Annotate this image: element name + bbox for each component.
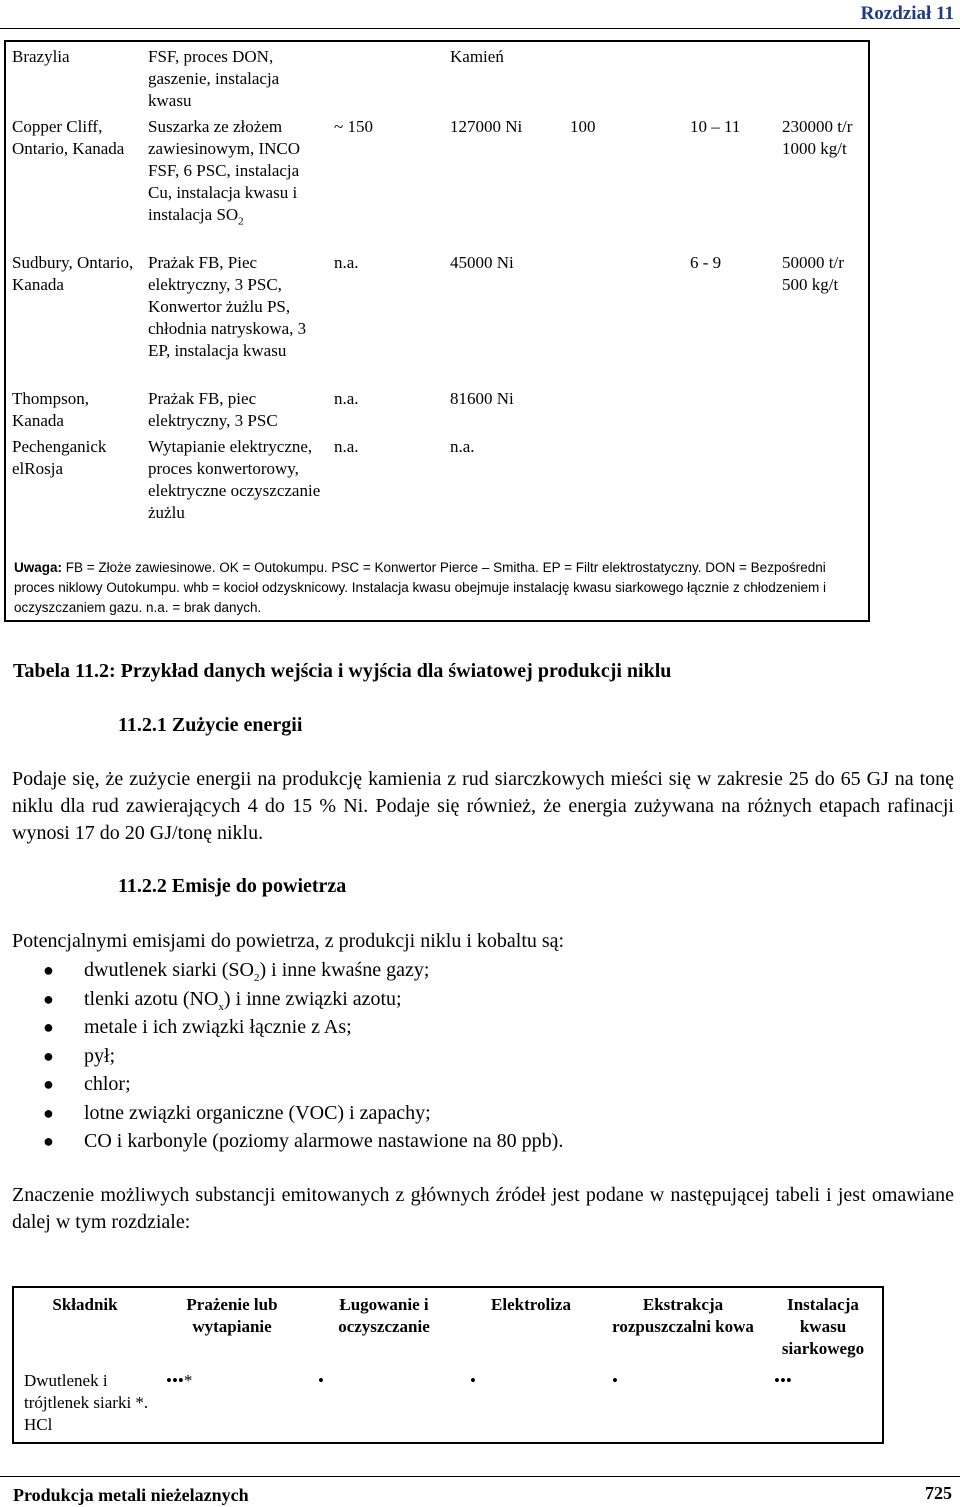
process-cell: Prażak FB, piec elektryczny, 3 PSC xyxy=(148,389,278,430)
table-row xyxy=(5,432,869,544)
mark-cell: ••• xyxy=(774,1371,792,1390)
process-cell: Prażak FB, Piec elektryczny, 3 PSC, Konwertor żużlu PS, chłodnia natryskowa, 3 EP, instalacja kwasu xyxy=(148,253,307,360)
product-cell: Kamień xyxy=(450,47,504,66)
list-item: ● CO i karbonyle (poziomy alarmowe nastawione na 80 ppb). xyxy=(0,1127,563,1156)
footer-title: Produkcja metali nieżelaznych xyxy=(13,1485,249,1505)
mark-cell: • xyxy=(612,1371,618,1390)
table-header-row xyxy=(13,1287,883,1366)
emission-sources-table xyxy=(12,1286,884,1444)
page-number: 725 xyxy=(925,1483,952,1503)
place-cell: Sudbury, Ontario, Kanada xyxy=(12,253,134,294)
process-cell: FSF, proces DON, gaszenie, instalacja kwasu xyxy=(148,47,280,110)
table-row xyxy=(5,384,869,432)
list-item: ● chlor; xyxy=(0,1070,563,1099)
list-item: ● metale i ich związki łącznie z As; xyxy=(0,1013,563,1042)
value-cell: 10 – 11 xyxy=(690,117,741,136)
bullet-icon: ● xyxy=(43,1045,54,1066)
bullet-icon: ● xyxy=(43,960,54,980)
process-cell xyxy=(142,112,328,248)
note-label: Uwaga: xyxy=(14,560,63,575)
value-cell: 50000 t/r 500 kg/t xyxy=(782,253,844,294)
chapter-label: Rozdział 11 xyxy=(860,3,954,24)
component-cell: Dwutlenek i trójtlenek siarki *. HCl xyxy=(24,1371,149,1434)
table-row xyxy=(13,1366,883,1443)
capacity-cell: n.a. xyxy=(334,253,359,272)
product-cell: 45000 Ni xyxy=(450,253,514,272)
list-item: ● dwutlenek siarki $(SO_2)$ i inne kwaśne gazy; xyxy=(0,956,563,985)
bullet-icon: ● xyxy=(43,1074,54,1094)
emissions-intro: Potencjalnymi emisjami do powietrza, z produkcji niklu i kobaltu są: xyxy=(12,930,565,952)
value-cell xyxy=(776,41,869,112)
column-header: Prażenie lub wytapianie xyxy=(186,1295,278,1336)
table-note xyxy=(5,544,869,621)
process-cell: Wytapianie elektryczne, proces konwertorowy, elektryczne oczyszczanie żużlu xyxy=(148,437,321,522)
place-cell: Pechenganick elRosja xyxy=(12,437,107,478)
footer-divider xyxy=(0,1476,960,1477)
list-item: ● tlenki azotu $(NO_x)$ i inne związki azotu; xyxy=(0,985,563,1014)
bullet-icon: ● xyxy=(43,1131,54,1151)
energy-paragraph: Podaje się, że zużycie energii na produkcję kamienia z rud siarczkowych mieści się w zakresie 25 do 65 GJ na tonę niklu dla rud zawierających 4 do 15 % Ni. Podaje się również, że energia zużywana na różnych etapach rafinacji wynosi 17 do 20 GJ/tonę niklu. xyxy=(12,768,954,844)
section-heading-energy: 11.2.1 Zużycie energii xyxy=(118,714,303,736)
table-row xyxy=(5,41,869,112)
product-cell: 81600 Ni xyxy=(450,389,514,408)
value-cell xyxy=(776,384,869,432)
value-cell: 230000 t/r 1000 kg/t xyxy=(782,117,853,158)
value-cell: 6 - 9 xyxy=(690,253,722,272)
section-heading-emissions: 11.2.2 Emisje do powietrza xyxy=(118,875,347,897)
column-header: Ekstrakcja rozpuszczalni kowa xyxy=(612,1295,754,1336)
value-cell xyxy=(684,432,776,544)
emissions-outro: Znaczenie możliwych substancji emitowanych z głównych źródeł jest podane w następującej tabeli i jest omawiane dalej w tym rozdziale: xyxy=(12,1184,954,1233)
mark-cell: •••* xyxy=(166,1371,193,1390)
emissions-list xyxy=(0,956,563,1156)
table-row xyxy=(5,112,869,248)
process-text: Suszarka ze złożem zawiesinowym, INCO FSF, 6 PSC, instalacja Cu, instalacja kwasu i instalacja SO xyxy=(148,117,301,224)
product-cell: 127000 Ni xyxy=(450,117,523,136)
table-note-row xyxy=(5,544,869,621)
nickel-data-table xyxy=(4,40,870,622)
table-caption: Tabela 11.2: Przykład danych wejścia i wyjścia dla światowej produkcji niklu xyxy=(13,660,672,682)
process-subscript: 2 xyxy=(238,215,244,228)
capacity-cell: n.a. xyxy=(334,437,359,456)
capacity-cell xyxy=(328,41,444,112)
mark-cell: • xyxy=(470,1371,476,1390)
bullet-icon: ● xyxy=(43,1102,54,1123)
mark-cell: • xyxy=(318,1371,324,1390)
column-header: Elektroliza xyxy=(491,1295,571,1314)
value-cell xyxy=(564,384,684,432)
list-item: ● pył; xyxy=(0,1042,563,1071)
list-item: ● lotne związki organiczne (VOC) i zapachy; xyxy=(0,1099,563,1128)
header-divider xyxy=(0,28,960,29)
capacity-cell: ~ 150 xyxy=(334,117,373,136)
place-cell: Copper Cliff, Ontario, Kanada xyxy=(12,117,125,158)
place-cell: Brazylia xyxy=(12,47,70,66)
note-text: FB = Złoże zawiesinowe. OK = Outokumpu. PSC = Konwertor Pierce – Smitha. EP = Filtr elektrostatyczny. DON = Bezpośredni proces niklowy Outokumpu. whb = kocioł odzysknicowy. Instalacja kwasu obejmuje instalację kwasu siarkowego łącznie z chłodzeniem i oczyszczaniem gazu. n.a. = brak danych. xyxy=(14,560,827,615)
value-cell: 100 xyxy=(570,117,596,136)
column-header: Składnik xyxy=(52,1295,118,1314)
column-header: Instalacja kwasu siarkowego xyxy=(781,1295,865,1358)
value-cell xyxy=(564,248,684,384)
place-cell: Thompson, Kanada xyxy=(12,389,89,430)
value-cell xyxy=(684,41,776,112)
column-header: Ługowanie i oczyszczanie xyxy=(338,1295,430,1336)
value-cell xyxy=(564,41,684,112)
table-row xyxy=(5,248,869,384)
value-cell xyxy=(564,432,684,544)
product-cell: n.a. xyxy=(450,437,475,456)
bullet-icon: ● xyxy=(43,988,54,1009)
value-cell xyxy=(776,432,869,544)
value-cell xyxy=(684,384,776,432)
bullet-icon: ● xyxy=(43,1017,54,1037)
capacity-cell: n.a. xyxy=(334,389,359,408)
